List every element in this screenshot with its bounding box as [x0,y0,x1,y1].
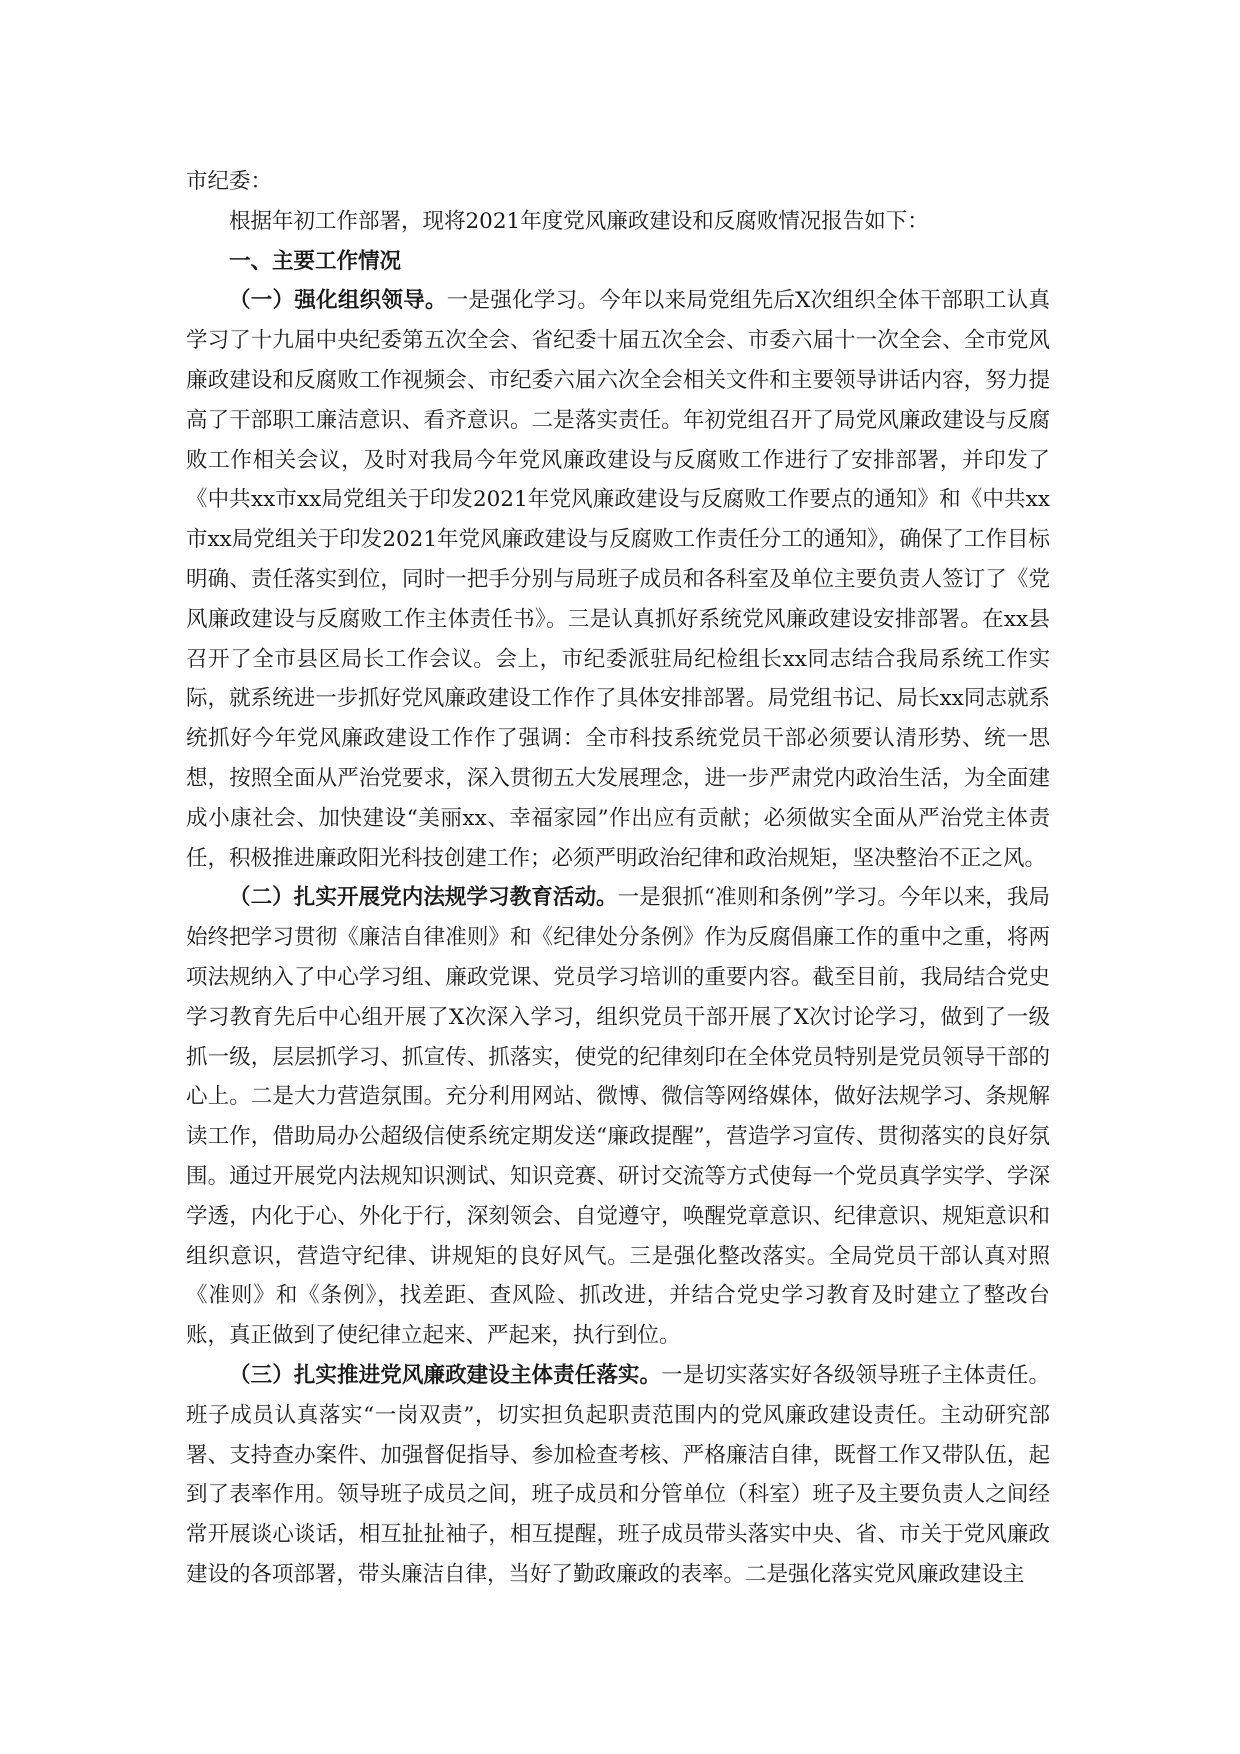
subheading-main-responsibility: （三）扎实推进党风廉政建设主体责任落实。 [229,1362,662,1388]
subheading-organization-leadership: （一）强化组织领导。 [229,288,447,314]
addressee: 市纪委： [186,169,273,194]
paragraph-text: 一是强化学习。今年以来局党组先后X次组织全体干部职工认真学习了十九届中央纪委第五次全会、省纪委十届五次全会、市委六届十一次全会、全市党风廉政建设和反腐败工作视频会、市纪委六届六次全会相关文件和主要领导讲话内容，努力提高了干部职工廉洁意识、看齐意识。二是落实责任。年初党组召开了局党风廉政建设与反腐败工作相关会议，及时对我局今年党风廉政建设与反腐败工作进行了安排部署，并印发了《中共xx市xx局党组关于印发2021年党风廉政建设与反腐败工作要点的通知》和《中共xx市xx局党组关于印发2021年党风廉政建设与反腐败工作责任分工的通知》，确保了工作目标明确、责任落实到位，同时一把手分别与局班子成员和各科室及单位主要负责人签订了《党风廉政建设与反腐败工作主体责任书》。三是认真抓好系统党风廉政建设安排部署。在xx县召开了全市县区局长工作会议。会上，市纪委派驻局纪检组长xx同志结合我局系统工作实际，就系统进一步抓好党风廉政建设工作作了具体安排部署。局党组书记、局长xx同志就系统抓好今年党风廉政建设工作作了强调：全市科技系统党员干部必须要认清形势、统一思想，按照全面从严治党要求，深入贯彻五大发展理念，进一步严肃党内政治生活，为全面建成小康社会、加快建设“美丽xx、幸福家园”作出应有贡献；必须做实全面从严治党主体责任，积极推进廉政阳光科技创建工作；必须严明政治纪律和政治规矩，坚决整治不正之风。 [186,288,1050,871]
paragraph-text: 一是切实落实好各级领导班子主体责任。班子成员认真落实“一岗双责”，切实担负起职责范围内的党风廉政建设责任。主动研究部署、支持查办案件、加强督促指导、参加检查考核、严格廉洁自律，既督工作又带队伍，起到了表率作用。领导班子成员之间，班子成员和分管单位（科室）班子及主要负责人之间经常开展谈心谈话，相互扯扯袖子，相互提醒，班子成员带头落实中央、省、市关于党风廉政建设的各项部署，带头廉洁自律，当好了勤政廉政的表率。二是强化落实党风廉政建设主 [186,1362,1050,1587]
section-title: 一、主要工作情况 [229,248,402,274]
document-body [186,162,1050,1595]
intro-paragraph: 根据年初工作部署，现将2021年度党风廉政建设和反腐败情况报告如下： [229,208,929,234]
paragraph-text: 一是狠抓“准则和条例”学习。今年以来，我局始终把学习贯彻《廉洁自律准则》和《纪律处分条例》作为反腐倡廉工作的重中之重，将两项法规纳入了中心学习组、廉政党课、党员学习培训的重要内容。截至目前，我局结合党史学习教育先后中心组开展了X次深入学习，组织党员干部开展了X次讨论学习，做到了一级抓一级，层层抓学习、抓宣传、抓落实，使党的纪律刻印在全体党员特别是党员领导干部的心上。二是大力营造氛围。充分利用网站、微博、微信等网络媒体，做好法规学习、条规解读工作，借助局办公超级信使系统定期发送“廉政提醒”，营造学习宣传、贯彻落实的良好氛围。通过开展党内法规知识测试、知识竞赛、研讨交流等方式使每一个党员真学实学、学深学透，内化于心、外化于行，深刻领会、自觉遵守，唤醒党章意识、纪律意识、规矩意识和组织意识，营造守纪律、讲规矩的良好风气。三是强化整改落实。全局党员干部认真对照《准则》和《条例》，找差距、查风险、抓改进，并结合党史学习教育及时建立了整改台账，真正做到了使纪律立起来、严起来，执行到位。 [186,885,1050,1349]
paragraph-main-responsibility [186,1356,1050,1595]
paragraph-regulation-study [186,878,1050,1356]
paragraph-organization-leadership [186,281,1050,878]
subheading-regulation-study: （二）扎实开展党内法规学习教育活动。 [229,885,618,911]
